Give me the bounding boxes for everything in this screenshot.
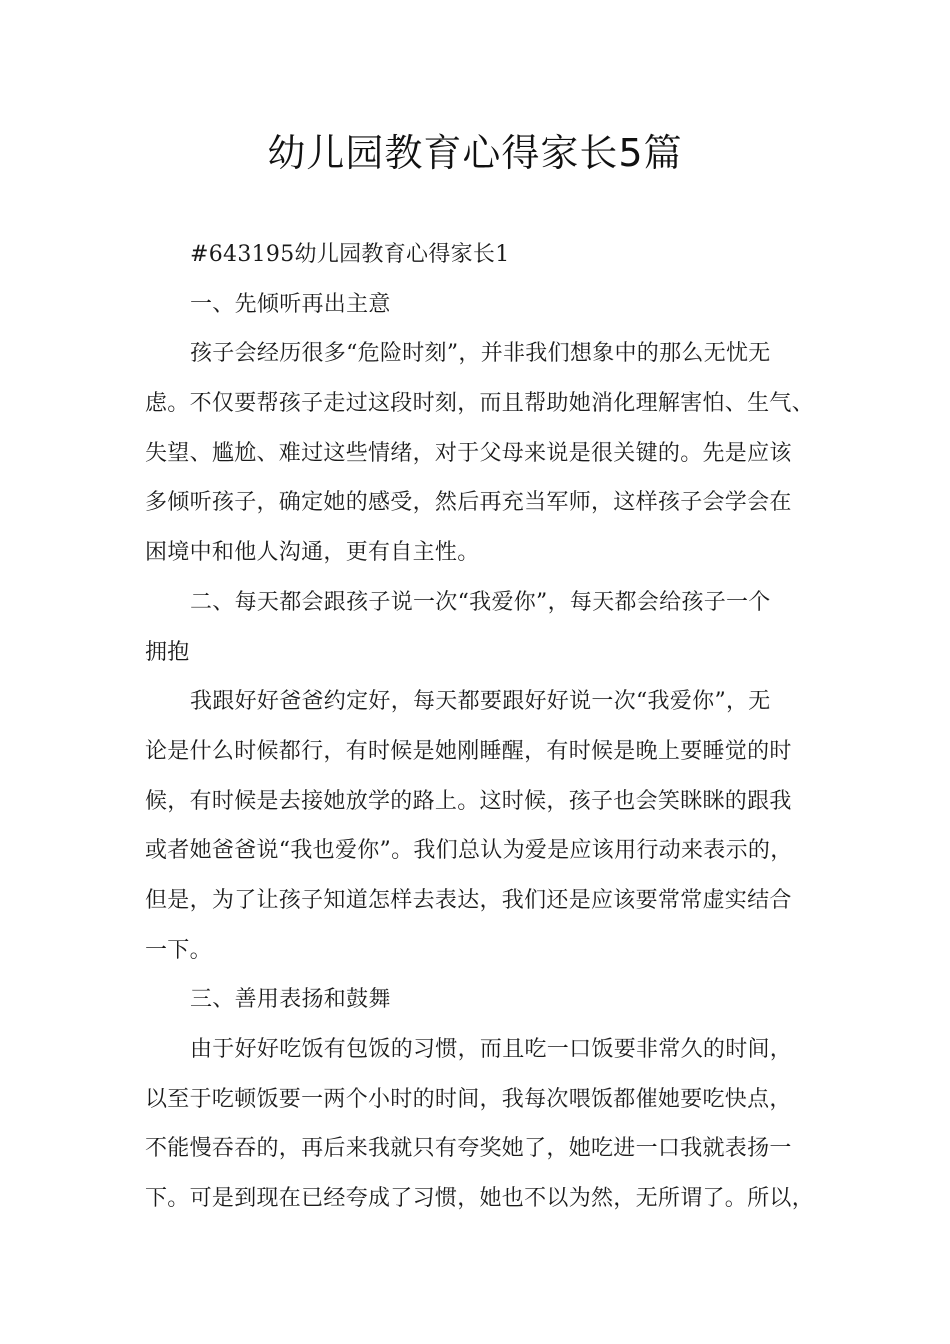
text-line: 拥抱	[145, 639, 190, 665]
text-line: 多倾听孩子，确定她的感受，然后再充当军师，这样孩子会学会在	[145, 490, 792, 516]
text-line: 由于好好吃饭有包饭的习惯，而且吃一口饭要非常久的时间，	[190, 1037, 793, 1062]
text-line: 一下。	[145, 937, 212, 963]
document-body	[145, 230, 825, 1224]
text-line: 候，有时候是去接她放学的路上。这时候，孩子也会笑眯眯的跟我	[145, 788, 792, 814]
text-line: 以至于吃顿饭要一两个小时的时间，我每次喂饭都催她要吃快点，	[145, 1086, 792, 1112]
text-line: 论是什么时候都行，有时候是她刚睡醒，有时候是晚上要睡觉的时	[145, 738, 792, 764]
text-line: 但是，为了让孩子知道怎样去表达，我们还是应该要常常虚实结合	[145, 887, 792, 913]
text-line: #643195幼儿园教育心得家长1	[190, 242, 510, 267]
text-line: 下。可是到现在已经夸成了习惯，她也不以为然，无所谓了。所以，	[145, 1186, 815, 1212]
text-line: 三、善用表扬和鼓舞	[190, 987, 391, 1013]
text-line: 或者她爸爸说“我也爱你”。我们总认为爱是应该用行动来表示的，	[145, 838, 793, 864]
text-line: 不能慢吞吞的，再后来我就只有夸奖她了，她吃进一口我就表扬一	[145, 1136, 792, 1162]
text-line: 一、先倾听再出主意	[190, 291, 391, 317]
text-line: 二、每天都会跟孩子说一次“我爱你”，每天都会给孩子一个	[190, 589, 771, 615]
text-line: 虑。不仅要帮孩子走过这段时刻，而且帮助她消化理解害怕、生气、	[145, 391, 815, 417]
text-line: 孩子会经历很多“危险时刻”，并非我们想象中的那么无忧无	[190, 341, 771, 367]
text-line: 困境中和他人沟通，更有自主性。	[145, 540, 480, 566]
text-line: 失望、尴尬、难过这些情绪，对于父母来说是很关键的。先是应该	[145, 440, 792, 466]
document-title: 幼儿园教育心得家长5篇	[267, 131, 683, 175]
text-line: 我跟好好爸爸约定好，每天都要跟好好说一次“我爱你”，无	[190, 689, 771, 715]
